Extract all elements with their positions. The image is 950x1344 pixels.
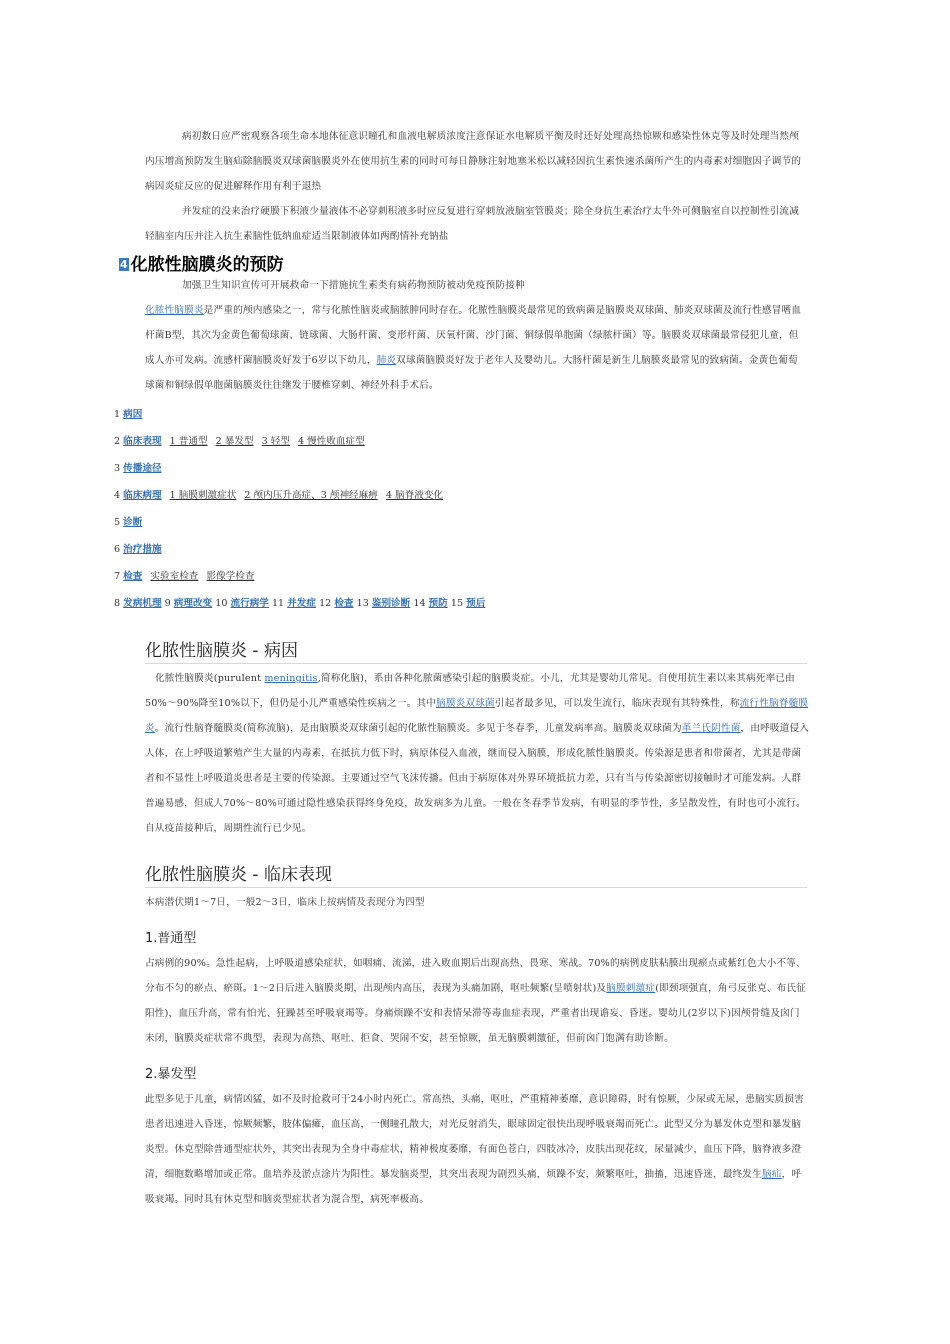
prevention-paragraph: 化脓性脑膜炎是严重的颅内感染之一，常与化脓性脑炎或脑脓肿同时存在。化脓性脑膜炎最常见的致病菌是脑膜炎双球菌、肺炎双球菌及流行性感冒嗜血杆菌B型，其次为金黄色葡萄球菌、链球菌、大肠杆菌、变形杆菌、厌氧杆菌、沙门菌、铜绿假单胞菌（绿脓杆菌）等。脑膜炎双球菌最常侵犯儿童，但成人亦可发病。流感杆菌脑膜炎好发于6岁以下幼儿，肺炎双球菌脑膜炎好发于老年人及婴幼儿。大肠杆菌是新生儿脑膜炎最常见的致病菌。金黄色葡萄球菌和铜绿假单胞菌脑膜炎往往继发于腰椎穿刺、神经外科手术后。	[145, 305, 802, 391]
toc-row-7: 7 检查 实验室检查 影像学检查	[114, 571, 255, 582]
toc-row-8: 8 发病机理 9 病理改变 10 流行病学 11 并发症 12 检查 13 鉴别诊断 14 预防 15 预后	[114, 598, 486, 609]
fulminant-type-paragraph: 此型多见于儿童，病情凶猛，如不及时抢救可于24小时内死亡。常高热，头痛，呕吐，严重精神萎靡，意识障碍，时有惊厥，少尿或无尿，患脑实质损害患者迅速进入昏迷，惊厥频繁，肢体偏瘫，血压高，一侧瞳孔散大，对光反射消失，眼球固定很快出现呼吸衰竭而死亡。此型又分为暴发休克型和暴发脑炎型。休克型除普通型症状外，其突出表现为全身中毒症状，精神极度萎靡，有面色苍白，四肢冰冷，皮肤出现花纹，尿量减少，血压下降，脑脊液多澄清，细胞数略增加或正常。血培养及淤点涂片为阳性。暴发脑炎型，其突出表现为剧烈头痛，烦躁不安，频繁呕吐，抽搐，迅速昏迷，最终发生脑疝，呼吸衰竭。同时具有休克型和脑炎型症状者为混合型，病死率极高。	[145, 1094, 804, 1205]
toc-link-complications[interactable]: 并发症	[287, 598, 316, 609]
toc-link-prevention[interactable]: 预防	[428, 598, 448, 609]
toc-link-meningeal-irritation[interactable]: 1 脑膜刺激症状	[169, 490, 237, 501]
normal-type-paragraph: 占病例的90%。急性起病，上呼吸道感染症状，如咽痛、流涕，进入败血期后出现高热、畏寒、寒战。70%的病例皮肤粘膜出现瘀点或紫红色大小不等、分布不匀的瘀点、瘀斑。1～2日后进入脑膜炎期，出现颅内高压，表现为头痛加剧，呕吐频繁(呈喷射状)及脑膜刺激症(即颈项强直，角弓反张克、布氏征阳性)，血压升高，常有怕光、狂躁甚至呼吸衰竭等。身痛烦躁不安和表情呆滞等毒血症表现，严重者出现谵妄、昏迷。婴幼儿(2岁以下)因颅骨缝及囟门未闭，脑膜炎症状常不典型，表现为高热、呕吐、拒食、哭闹不安，甚至惊厥，虽无脑膜刺激征，但前囟门饱满有助诊断。	[145, 958, 807, 1044]
clinical-intro: 本病潜伏期1～7日，一般2～3日，临床上按病情及表现分为四型	[145, 897, 425, 908]
toc-link-mild-type[interactable]: 3 轻型	[261, 436, 290, 447]
toc-row-3: 3 传播途径	[114, 463, 162, 474]
toc-row-4: 4 临床病理 1 脑膜刺激症状 2 颅内压升高症、3 颅神经麻痹 4 脑脊液变化	[114, 490, 444, 501]
intro-paragraph-2: 并发症的没来治疗硬膜下积液少量液体不必穿刺积液多时应反复进行穿刺放液脑室管膜炎；除全身抗生素治疗太牛外可侧脑室自以控制性引流减轻脑室内压并注入抗生素脑性低纳血症适当限制液体如两酌情补充钠盐	[145, 206, 800, 242]
link-gram-negative[interactable]: 革兰氏阴性菌	[681, 723, 741, 734]
toc-link-epidemiology[interactable]: 流行病学	[230, 598, 269, 609]
toc-link-treatment[interactable]: 治疗措施	[123, 544, 162, 555]
toc-link-diagnosis[interactable]: 诊断	[123, 517, 143, 528]
toc-link-exam[interactable]: 检查	[123, 571, 143, 582]
cause-paragraph: 化脓性脑膜炎(purulent meningitis,简称化脑)，系由各种化脓菌感染引起的脑膜炎症。小儿，尤其是婴幼儿常见。自使用抗生素以来其病死率已由50%～90%降至10%以下，但仍是小儿严重感染性疾病之一。其中脑膜炎双球菌引起者最多见，可以发生流行，临床表现有其特殊性，称流行性脑脊髓膜炎。流行性脑脊髓膜炎(简称流脑)，是由脑膜炎双球菌引起的化脓性脑膜炎。多见于冬春季，儿童发病率高。脑膜炎双球菌为革兰氏阴性菌，由呼吸道侵入人体，在上呼吸道繁殖产生大量的内毒素，在抵抗力低下时，病原体侵入血液，继而侵入脑膜，形成化脓性脑膜炎。传染源是患者和带菌者，尤其是带菌者和不显性上呼吸道炎患者是主要的传染源。主要通过空气飞沫传播。但由于病原体对外界环境抵抗力差，只有当与传染源密切接触时才可能发病。人群普遍易感，但成人70%～80%可通过隐性感染获得终身免疫，故发病多为儿童。一般在冬春季节发病，有明显的季节性，多呈散发性，有时也可小流行。自从疫苗接种后，周期性流行已少见。	[145, 673, 810, 834]
fulminant-type-heading: 2.暴发型	[145, 1067, 197, 1082]
prevention-line: 加强卫生知识宣传可开展救命一下措施抗生素类有病药物预防被动免疫预防接种	[182, 280, 525, 291]
link-pneumonia[interactable]: 肺炎	[376, 355, 397, 366]
normal-type-heading: 1.普通型	[145, 931, 197, 946]
toc-link-pathological-change[interactable]: 病理改变	[173, 598, 213, 609]
toc-link-transmission[interactable]: 传播途径	[123, 463, 162, 474]
toc-link-fulminant-type[interactable]: 2 暴发型	[215, 436, 254, 447]
toc-row-1: 1 病因	[114, 409, 143, 420]
toc-row-2: 2 临床表现 1 普通型 2 暴发型 3 轻型 4 慢性败血症型	[114, 436, 365, 447]
link-purulent-meningitis[interactable]: 化脓性脑膜炎	[145, 305, 204, 316]
toc-link-normal-type[interactable]: 1 普通型	[169, 436, 208, 447]
toc-link-exam-2[interactable]: 检查	[334, 598, 354, 609]
toc-link-chronic-type[interactable]: 4 慢性败血症型	[298, 436, 365, 447]
intro-paragraph-1: 病初数日应严密观察各项生命本地体征意识瞳孔和血液电解质浓度注意保证水电解质平衡及时还好处理高热惊厥和感染性休克等及时处理当然颅内压增高预防发生脑疝除脑膜炎双球菌脑膜炎外在使用抗生素的同时可每日静脉注射地塞米松以减轻因抗生素快速杀菌所产生的内毒素对细胞因子调节的病因炎症反应的促进解释作用有利于退热	[145, 131, 802, 192]
toc-row-5: 5 诊断	[114, 517, 143, 528]
toc-link-csf-changes[interactable]: 4 脑脊液变化	[385, 490, 444, 501]
link-brain-herniation[interactable]: 脑疝	[762, 1169, 782, 1180]
link-epidemic-meningitis[interactable]: 流行性脑脊髓膜炎	[145, 698, 809, 734]
section-number-badge: 4	[120, 258, 128, 271]
prevention-heading	[119, 250, 284, 275]
toc-row-6: 6 治疗措施	[114, 544, 162, 555]
prevention-title: 化脓性脑膜炎的预防	[130, 255, 284, 275]
toc-link-lab-exam[interactable]: 实验室检查	[150, 571, 199, 582]
toc-link-cause[interactable]: 病因	[123, 409, 143, 420]
link-meningitis[interactable]: meningitis	[264, 673, 318, 684]
link-meningococcus[interactable]: 脑膜炎双球菌	[436, 698, 495, 709]
toc-link-pathology[interactable]: 临床病理	[123, 490, 162, 501]
clinical-heading: 化脓性脑膜炎 - 临床表现	[145, 860, 807, 888]
toc-link-prognosis[interactable]: 预后	[466, 598, 486, 609]
link-meningeal-irritation[interactable]: 脑膜刺激症	[606, 983, 656, 994]
toc-link-mechanism[interactable]: 发病机理	[123, 598, 162, 609]
toc-link-imaging-exam[interactable]: 影像学检查	[206, 571, 255, 582]
cause-heading: 化脓性脑膜炎 - 病因	[145, 636, 807, 664]
toc-link-intracranial-pressure[interactable]: 2 颅内压升高症、3 颅神经麻痹	[244, 490, 378, 501]
toc-link-clinical[interactable]: 临床表现	[123, 436, 162, 447]
toc-link-differential[interactable]: 鉴别诊断	[371, 598, 411, 609]
